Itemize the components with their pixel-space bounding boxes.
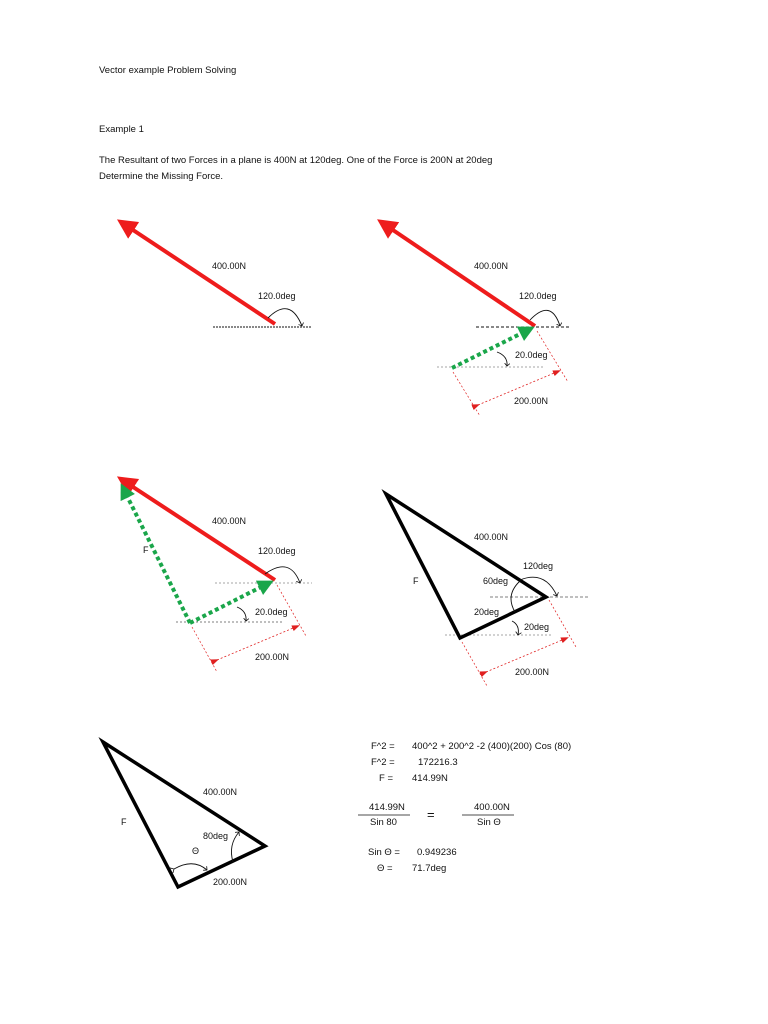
diagram-3 <box>126 483 312 672</box>
angle2-label: 20deg <box>524 622 550 632</box>
missing-force-label: F <box>143 545 149 555</box>
equation-value: 0.949236 <box>417 847 457 858</box>
resultant-arrow <box>127 483 275 580</box>
equation-value: 71.7deg <box>412 863 447 874</box>
dimension-extension <box>549 600 576 647</box>
known-force-arrow <box>190 586 263 623</box>
known-force-arrow <box>452 332 524 368</box>
resultant-label: 400.00N <box>203 787 238 797</box>
problem-statement-line2: Determine the Missing Force. <box>99 171 224 182</box>
force-label: 200.00N <box>255 652 290 662</box>
equation-label: F^2 = <box>371 741 395 752</box>
force-triangle <box>386 494 546 638</box>
diagram-1 <box>127 226 312 327</box>
angle-label: 120.0deg <box>519 291 557 301</box>
dimension-extension <box>462 642 487 686</box>
angle-label: 120deg <box>523 561 554 571</box>
equation-label: F = <box>379 773 393 784</box>
angle2-label: 20.0deg <box>255 607 288 617</box>
angle-arc <box>512 621 518 635</box>
equals-sign: = <box>427 807 435 822</box>
inner-angle-label: 60deg <box>483 576 509 586</box>
fraction-denominator: Sin Θ <box>477 817 501 828</box>
angle-arc <box>497 352 507 366</box>
angle-label: 120.0deg <box>258 546 296 556</box>
dimension-extension <box>453 372 480 416</box>
resultant-label: 400.00N <box>474 532 509 542</box>
equation-label: Sin Θ = <box>368 847 400 858</box>
angle-label: 80deg <box>203 831 229 841</box>
document-title: Vector example Problem Solving <box>99 65 237 76</box>
resultant-label: 400.00N <box>474 261 509 271</box>
diagram-2 <box>387 226 570 416</box>
lower-angle-label: 20deg <box>474 607 500 617</box>
angle-label: 120.0deg <box>258 291 296 301</box>
dimension-extension <box>192 627 217 672</box>
theta-arc <box>174 864 207 870</box>
equation-value: 400^2 + 200^2 -2 (400)(200) Cos (80) <box>412 741 572 752</box>
fraction-denominator: Sin 80 <box>370 817 397 828</box>
missing-force-label: F <box>121 817 127 827</box>
equation-label: Θ = <box>377 863 393 874</box>
force-label: 200.00N <box>515 667 550 677</box>
angle-arc <box>511 581 520 612</box>
equation-label: F^2 = <box>371 757 395 768</box>
resultant-arrow <box>127 226 275 324</box>
example-heading: Example 1 <box>99 124 144 135</box>
problem-statement-line1: The Resultant of two Forces in a plane is 400N at 120deg. One of the Force is 200N at 20deg <box>99 155 493 166</box>
resultant-arrow <box>387 226 535 326</box>
equation-value: 172216.3 <box>418 757 458 768</box>
fraction-numerator: 414.99N <box>369 802 405 813</box>
equation-value: 414.99N <box>412 773 448 784</box>
force-triangle <box>103 742 265 887</box>
missing-force-label: F <box>413 576 419 586</box>
angle2-label: 20.0deg <box>515 350 548 360</box>
resultant-label: 400.00N <box>212 516 247 526</box>
theta-label: Θ <box>192 846 200 856</box>
fraction-numerator: 400.00N <box>474 802 510 813</box>
force-label: 200.00N <box>514 396 549 406</box>
angle-arc <box>237 607 246 621</box>
diagram-4 <box>386 494 588 686</box>
diagram-5 <box>103 742 265 887</box>
missing-force-arrow <box>126 494 190 623</box>
force-label: 200.00N <box>213 877 248 887</box>
resultant-label: 400.00N <box>212 261 247 271</box>
